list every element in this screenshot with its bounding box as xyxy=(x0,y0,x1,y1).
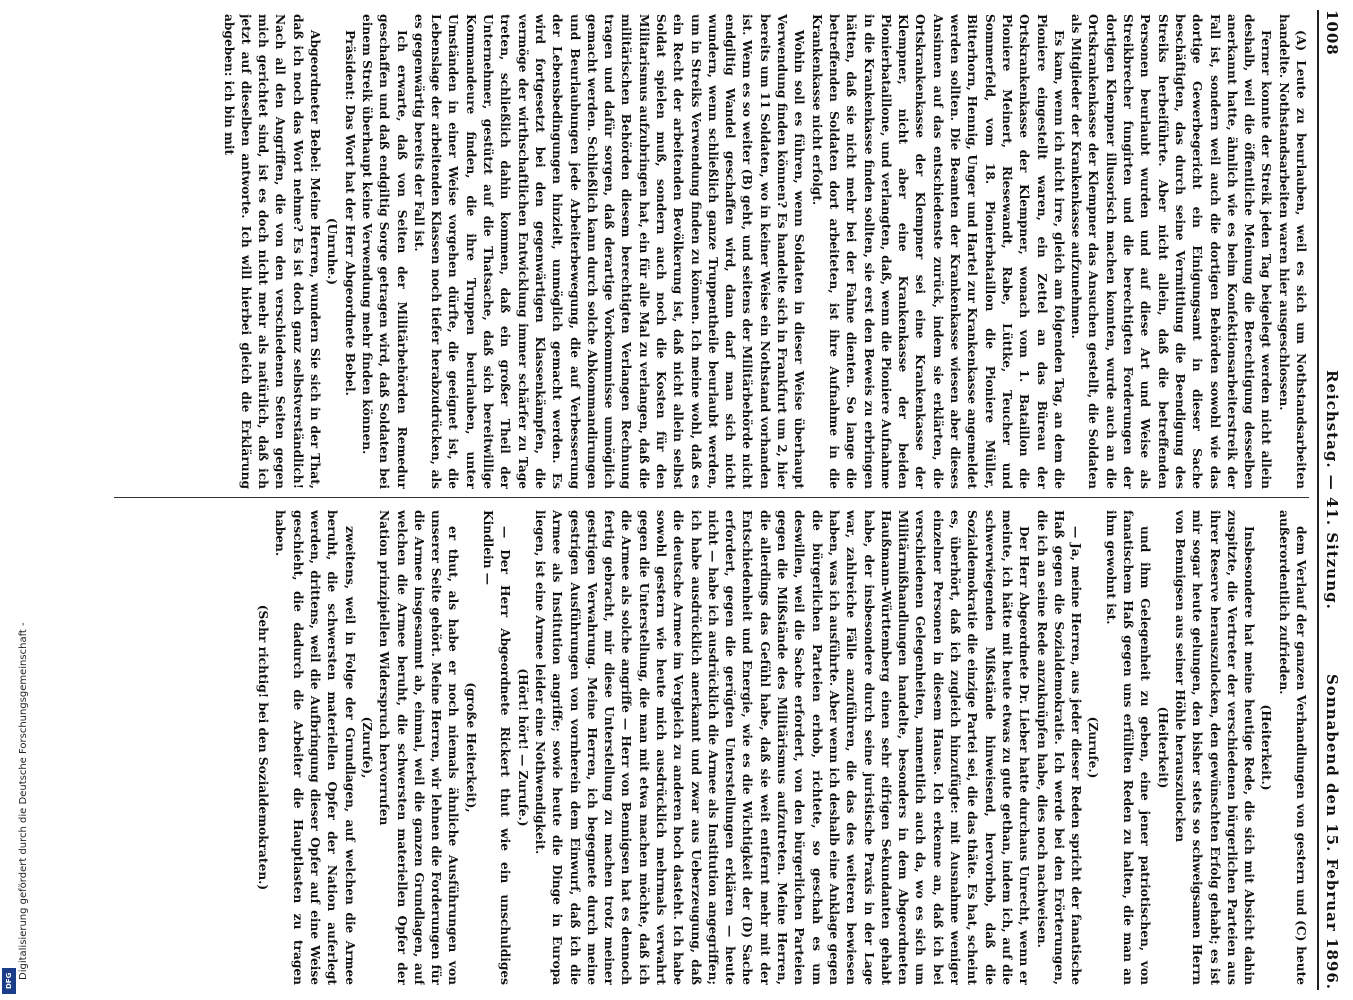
column-divider xyxy=(114,497,1309,498)
page-title: Reichstag. — 41. Sitzung. xyxy=(1323,370,1341,610)
paragraph: zweitens, weil in Folge der Grundlagen, auf welchen die Armee beruht, die schwersten materiellen Opfer der Nation auferlegt werden, drittens, weil die Aufbringung dieser Opfer auf eine Weise geschieht, die dadurch die Arbeiter die Hauptlasten zu tragen haben. xyxy=(273,510,357,985)
paragraph: — Der Herr Abgeordnete Rickert thut wie ein unschuldiges Kindlein — xyxy=(481,510,513,985)
page-number: 1008 xyxy=(1323,10,1341,56)
paragraph: Abgeordneter Bebel: Meine Herren, wundern Sie sich in der That, daß ich noch das Wort nehme? Es ist doch ganz selbstverständlich! Nach all den Angriffen, die von den verschiedenen Seiten gegen mich gerichtet sind, ist es doch nicht mehr als natürlich, daß ich jetzt auf dieselben antworte. Ich will hierbei gleich die Erklärung abgeben: ich bin mit xyxy=(221,14,323,489)
logo-text: DFG xyxy=(5,972,13,990)
paragraph: Es kam, wenn ich nicht irre, gleich am folgenden Tag, an dem die Pioniere eingestellt waren, ein Zettel an das Büreau der Ortskrankenkasse der Klempner, wonach vom 1. Bataillon die Pioniere Meinert, Riesewandt, Rabe, Lüttke, Teucher und Sommerfeld, vom 18. Pionierbataillon die Pioniere Müller, Bitterhorn, Hennig, Unger und Hartel zur Krankenkasse angemeldet werden sollten. Die Beamten der Krankenkasse wiesen aber dieses Ansinnen auf das entschiedenste zurück, indem sie erklärten, die Ortskrankenkasse der Klempner sei eine Krankenkasse der Klempner, nicht aber eine Krankenkasse der beiden Pionierbataillone, und verlangten, daß, wenn die Pioniere Aufnahme in die Krankenkasse finden sollten, sie erst den Beweis zu erbringen hätten, daß sie nicht mehr bei der Fahne dienten. So lange die betreffenden Soldaten dort arbeiteten, ist ihre Aufnahme in die Krankenkasse nicht erfolgt. xyxy=(809,14,1066,489)
stage-direction: (Zurufe), xyxy=(359,716,374,779)
paragraph: er thut, als habe er noch niemals ähnliche Ausführungen von unserer Seite gehört. Meine Herren, wir lehnen die Forderungen für die Armee insgesammt ab, einmal, weil die ganzen Grundlagen, auf welchen die Armee beruht, die schwersten materiellen Opfer der Nation prinzipiellen Widerspruch hervorrufen xyxy=(377,510,461,985)
paragraph: Wohin soll es führen, wenn Soldaten in dieser Weise überhaupt Verwendung finden können? Es handelte sich in Frankfurt um 2, hier bereits um 11 Soldaten, wo in keiner Weise ein Nothstand vorhanden ist. Wenn es so weiter (B) geht, und seitens der Militärbehörde nicht endgiltig Wandel geschaffen wird, dann darf man sich nicht wundern, wenn schließlich ganze Truppentheile beurlaubt werden, um in Streiks Verwendung finden zu können. Ich meine wohl, daß es ein Recht der arbeitenden Bevölkerung ist, daß nicht allein selbst Soldat spielen muß, sondern auch noch die Kosten für den Militarismus aufzubringen hat, ein für alle Mal zu verlangen, daß die militärischen Behörden diesem berechtigten Verlangen Rechnung tragen und dafür sorgen, daß derartige Vorkommnisse unmöglich gemacht werden. Schließlich kann durch solche Abkommandirungen und Beurlaubungen jede Arbeiterbewegung, die auf Verbesserung der Lebensbedingungen hinzielt, unmöglich gemacht werden. Es wird fortgesetzt bei den gegenwärtigen Klassenkämpfen, die vermöge der wirthschaftlichen Entwicklung immer schärfer zu Tage treten, schließlich dahin kommen, daß ein großer Theil der Unternehmer, gestützt auf die Thatsache, daß sich bereitwillige Kommandeure finden, die ihre Truppen beurlauben, unter Umständen in einer Weise vorgehen dürfte, die geeignet ist, die Lebenslage der arbeitenden Klassen noch tiefer herabzudrücken, als es gegenwärtig bereits der Fall ist. xyxy=(411,14,807,489)
paragraph: dem Verlauf der ganzen Verhandlungen von gestern und (C) heute außerordentlich zufrieden. xyxy=(1276,510,1308,985)
stage-direction: (Heiterkeit.) xyxy=(1259,704,1274,791)
stage-direction: (große Heiterkeit), xyxy=(463,682,478,813)
stage-direction: (Zurufe.) xyxy=(1086,716,1101,779)
paragraph: und ihm Gelegenheit zu geben, eine jener patriotischen, von fanatischem Haß gegen uns erfüllten Reden zu halten, die man an ihm gewohnt ist. xyxy=(1103,510,1153,985)
paragraph: (A) Leute zu beurlauben, weil es sich um Nothstandsarbeiten handelte. Nothstandsarbeiten waren hier ausgeschlossen. xyxy=(1276,14,1308,489)
page-date: Sonnabend den 15. Februar 1896. xyxy=(1323,674,1341,990)
dfg-logo xyxy=(2,968,16,994)
paragraph: Der Herr Abgeordnete Dr. Lieber hatte durchaus Unrecht, wenn er meinte, ich hätte mit heute etwas zu gute gethan, indem ich, auf die schwerwiegenden Mißstände hinweisend, hervorhob, daß die Sozialdemokratie die einzige Partei sei, die das thäte. Es hat, scheint es, überhört, daß ich zugleich hinzufügte: mit Ausnahme weniger einzelner Personen in diesem Hause. Ich erkenne an, daß ich bei verschiedenen Gelegenheiten, namentlich auch da, wo es sich um Militärmißhandlungen handelte, besonders in dem Abgeordneten Haußmann-Württemberg einen sehr eifrigen Sekundanten gehabt habe, der insbesondere durch seine juristische Praxis in der Lage war, zahlreiche Fälle anzuführen, die das des weiteren bewiesen haben, was ich ausführte. Aber wenn ich deshalb eine Anklage gegen die bürgerlichen Parteien erhob, richtete, so geschah es um deswillen, weil die Sache erfordert, von den bürgerlichen Parteien gegen die Mißstände des Militärismus aufzutreten. Meine Herren, die allerdings das Gefühl habe, daß sie weit entfernt mehr mit der Entschiedenheit und Energie, wie es die Wichtigkeit der (D) Sache erfordert, gegen die gerügten Unterstellungen erklären — heute nicht — habe ich ausdrücklich die Armee als Institution angegriffen; ich habe ausdrücklich anerkannt und zwar aus Ueberzeugung, daß die deutsche Armee im Vergleich zu anderen hoch dasteht. Ich habe sowohl gestern wie heute mich ausdrücklich mehrmals verwahrt gegen die Unterstellung, die man mit etwa machen möchte, daß ich die Armee als solche angriffe — Herr von Bennigsen hat es dennoch fertig gebracht, mir diese Unterstellung zu machen trotz meiner gestrigen Verwahrung. Meine Herren, ich begegnete durch meine gestrigen Ausführungen von vornherein dem Einwurf, daß ich die Armee als Institution angriffe; sowie heute die Dinge in Europa liegen, ist eine Armee leider eine Nothwendigkeit. xyxy=(532,510,1032,985)
stage-direction: (Hört! hört! — Zurufe.) xyxy=(515,668,530,827)
stage-direction: (Heiterkeit) xyxy=(1155,706,1170,789)
paragraph: — Ja, meine Herren, aus jeder dieser Reden spricht der fanatische Haß gegen die Sozialdemokratie. Ich werde bei den Erörterungen, die ich an seine Rede anzuknüpfen habe, dies noch nachweisen. xyxy=(1034,510,1084,985)
right-column xyxy=(109,510,1309,985)
paragraph: Insbesondere hat meine heutige Rede, die sich mit Absicht dahin zuspitzte, die Vertreter der verschiedenen bürgerlichen Parteien aus ihrer Reserve herauszulocken, den gewünschten Erfolg gehabt; es ist mir sogar heute gelungen, den bisher stets so schweigsamen Herrn von Bennigsen aus seiner Höhle herauszulocken xyxy=(1172,510,1257,985)
stage-direction: (Unruhe.) xyxy=(325,217,340,286)
paragraph: Ferner konnte der Streik jeden Tag beigelegt werden nicht allein deshalb, weil die öffentliche Meinung die Berechtigung desselben anerkannt hatte, ähnlich wie es beim Konfektionsarbeiterstreik der Fall ist, sondern weil auch die dortigen Behörden sowohl wie das dortige Gewerbegericht ein Einigungsamt in dieser Sache beschäftigten, das durch seine Vermittlung die Beendigung des Streiks herbeiführte. Aber nicht allein, daß die betreffenden Personen beurlaubt wurden und auf diese Art und Weise als Streikbrecher fungirten und die berechtigten Forderungen der dortigen Klempner illusorisch machen konnten, wurde auch an die Ortskrankenkasse der Klempner das Ansuchen gestellt, die Soldaten als Mitglieder der Krankenkasse aufzunehmen. xyxy=(1069,14,1274,489)
rotated-sheet xyxy=(100,0,1353,1000)
credit-text: Digitalisierung gefördert durch die Deutsche Forschungsgemeinschaft - xyxy=(18,622,29,980)
left-column xyxy=(109,14,1309,489)
header-rule xyxy=(1317,10,1319,990)
digitization-credit xyxy=(6,80,29,980)
stage-direction: (Sehr richtig! bei den Sozialdemokraten.) xyxy=(256,604,271,891)
paragraph: Ich erwarte, daß von Seiten der Militärbehörden Remedur geschaffen und daß endgiltig Sorge getragen wird, daß Soldaten bei einem Streik überhaupt keine Verwendung mehr finden können. xyxy=(359,14,409,489)
paragraph: Präsident: Das Wort hat der Herr Abgeordnete Bebel. xyxy=(342,30,357,396)
